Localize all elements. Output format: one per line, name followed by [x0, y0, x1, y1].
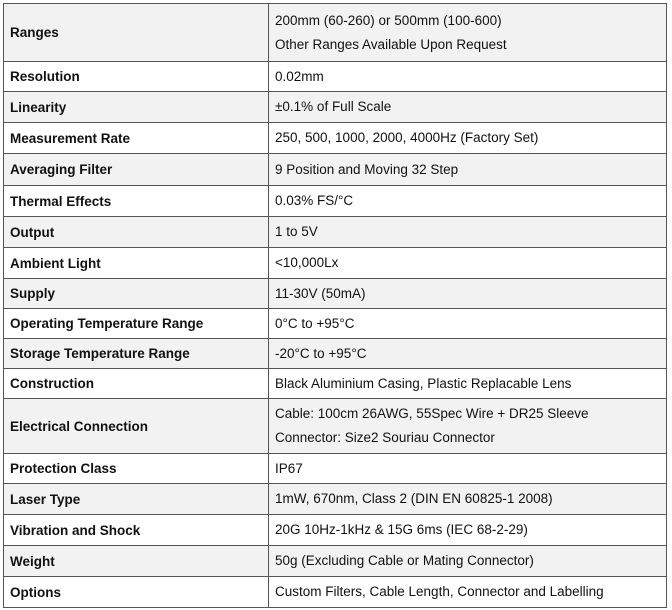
spec-label: Output: [4, 217, 269, 248]
spec-label: Laser Type: [4, 484, 269, 515]
spec-value: [269, 484, 667, 515]
spec-label: Vibration and Shock: [4, 515, 269, 546]
spec-value: [269, 154, 667, 186]
spec-value-line: <10,000Lx: [275, 255, 339, 270]
spec-value-line: 0.02mm: [275, 68, 324, 84]
spec-value: [269, 309, 667, 339]
spec-value-line: Black Aluminium Casing, Plastic Replacable Lens: [275, 375, 572, 391]
table-row: [4, 577, 667, 608]
spec-label: Averaging Filter: [4, 154, 269, 186]
spec-label: Operating Temperature Range: [4, 309, 269, 339]
spec-value: [269, 454, 667, 484]
table-row: [4, 217, 667, 248]
table-row: [4, 154, 667, 186]
table-row: [4, 515, 667, 546]
specifications-table: [3, 3, 667, 608]
table-row: [4, 4, 667, 62]
spec-value: [269, 62, 667, 92]
table-row: [4, 279, 667, 309]
spec-value-line: Other Ranges Available Upon Request: [275, 36, 507, 52]
table-row: [4, 339, 667, 369]
spec-value: [269, 217, 667, 248]
spec-label: Protection Class: [4, 454, 269, 484]
table-row: [4, 248, 667, 279]
table-row: [4, 369, 667, 399]
spec-label: Linearity: [4, 92, 269, 123]
table-row: [4, 62, 667, 92]
spec-value-line: 0.03% FS/°C: [275, 193, 354, 208]
spec-label: Thermal Effects: [4, 186, 269, 217]
spec-label: Construction: [4, 369, 269, 399]
spec-label: Electrical Connection: [4, 399, 269, 454]
spec-value: [269, 92, 667, 123]
table-row: [4, 454, 667, 484]
specifications-table-body: [4, 4, 667, 608]
spec-value: [269, 369, 667, 399]
spec-value-line: Connector: Size2 Souriau Connector: [275, 430, 495, 445]
spec-label: Options: [4, 577, 269, 608]
spec-value: [269, 399, 667, 454]
spec-value-line: -20°C to +95°C: [275, 345, 367, 361]
spec-value-line: 9 Position and Moving 32 Step: [275, 161, 459, 177]
spec-value-line: Custom Filters, Cable Length, Connector and Labelling: [275, 584, 604, 599]
table-row: [4, 309, 667, 339]
spec-value: [269, 123, 667, 154]
spec-label: Measurement Rate: [4, 123, 269, 154]
spec-value: [269, 339, 667, 369]
table-row: [4, 399, 667, 454]
spec-value: [269, 186, 667, 217]
spec-label: Storage Temperature Range: [4, 339, 269, 369]
spec-label: Resolution: [4, 62, 269, 92]
table-row: [4, 123, 667, 154]
spec-value: [269, 279, 667, 309]
spec-value-line: 0°C to +95°C: [275, 315, 355, 331]
table-row: [4, 92, 667, 123]
spec-value-line: 11-30V (50mA): [275, 285, 366, 301]
spec-value: [269, 248, 667, 279]
spec-value-line: Cable: 100cm 26AWG, 55Spec Wire + DR25 Sleeve: [275, 406, 589, 421]
spec-value-line: 200mm (60-260) or 500mm (100-600): [275, 12, 502, 28]
spec-value-line: 20G 10Hz-1kHz & 15G 6ms (IEC 68-2-29): [275, 522, 528, 537]
spec-value-line: IP67: [275, 460, 303, 476]
spec-label: Ranges: [4, 4, 269, 62]
table-row: [4, 484, 667, 515]
spec-label: Supply: [4, 279, 269, 309]
spec-value-line: 1mW, 670nm, Class 2 (DIN EN 60825-1 2008): [275, 491, 553, 506]
table-row: [4, 186, 667, 217]
spec-value: [269, 546, 667, 577]
spec-value-line: 250, 500, 1000, 2000, 4000Hz (Factory Set): [275, 130, 539, 145]
spec-value: [269, 515, 667, 546]
spec-label: Ambient Light: [4, 248, 269, 279]
spec-value: [269, 577, 667, 608]
spec-value: [269, 4, 667, 62]
spec-value-line: 50g (Excluding Cable or Mating Connector): [275, 553, 534, 568]
table-row: [4, 546, 667, 577]
spec-value-line: ±0.1% of Full Scale: [275, 99, 392, 114]
spec-label: Weight: [4, 546, 269, 577]
spec-value-line: 1 to 5V: [275, 224, 318, 239]
